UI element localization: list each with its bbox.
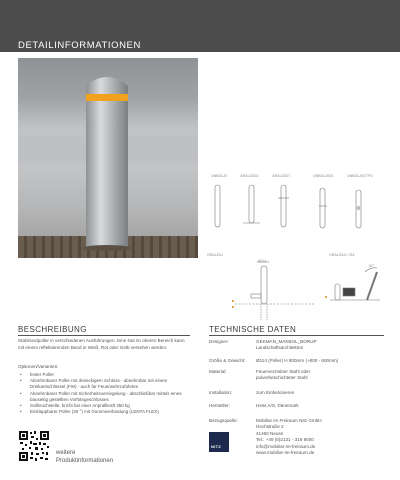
email-link[interactable]: info@mobiliar-im-freiraum.de	[256, 443, 316, 449]
drawing-label-1: ONBOL20	[211, 174, 228, 178]
tech-label-material: Material:	[209, 369, 227, 374]
drawing-label-3: GRAL20OT	[272, 174, 291, 178]
options-list	[18, 372, 193, 415]
drawing-label-6: GRAL20U	[207, 253, 223, 257]
section-title-beschreibung: BESCHREIBUNG	[18, 325, 87, 334]
website-link[interactable]: www.mobiliar-im-freiraum.de	[256, 450, 315, 456]
divider	[209, 335, 384, 336]
list-item: • Abnehmbarer Poller mit Sicherheitsverriegelung - abschließbar mittels eines bauseitig gestellten Vorhängeschlosses	[18, 391, 193, 403]
list-item: • Sollbruchstelle: bricht bei einer Anprallkraft 350 kg	[18, 403, 193, 409]
bollard-image	[18, 58, 198, 258]
tech-value-hersteller: Hess A/S, Dänemark	[256, 403, 299, 408]
drawing-label-5: ONBOL20OTFS	[347, 174, 373, 178]
list-item: • fester Poller	[18, 372, 193, 378]
qr-code[interactable]	[18, 430, 50, 462]
technical-drawings-row2	[205, 258, 390, 323]
qr-caption-line1: weitere	[56, 450, 76, 456]
tech-label-designer: Designer:	[209, 339, 229, 344]
drawing-label-2: GRAL20OD	[240, 174, 259, 178]
tech-label-groesse: Größe & Gewicht:	[209, 358, 246, 363]
drawing-label-4: ONBOL20D1	[313, 174, 334, 178]
tech-value-material: Feuerverzinkter Stahl oder pulverbeschichteter Stahl	[256, 369, 311, 381]
page-title: DETAILINFORMATIONEN	[18, 40, 141, 51]
nitz-logo: NITZ	[209, 432, 229, 452]
qr-caption-line2: Produktinformationen	[56, 457, 114, 464]
tech-value-installation: zum Einbetonieren	[256, 390, 295, 395]
qr-caption	[56, 450, 113, 466]
tech-value-bezugsquelle: Mobiliar im Freiraum Nitz GmbH Hochstraße 2 41460 Neuss Tel.: +49 (0)2131 - 316 9000 info@mobiliar-im-freiraum.de www.mobiliar-im-freiraum.de	[256, 418, 322, 456]
section-title-technische-daten: TECHNISCHE DATEN	[209, 325, 297, 334]
dimension-angle: 80°	[369, 264, 375, 268]
list-item: • Abnehmbarer Poller mit dreieckigem Schloss - abnehmbar mit einem Dreikantschlüssel (FW) - auch für Feuerwehrzufahrten	[18, 378, 193, 390]
tech-label-hersteller: Hersteller:	[209, 403, 230, 408]
header-bar	[0, 0, 400, 52]
options-title: Optionen/Varianten:	[18, 364, 59, 369]
dimension-diameter: Ø114	[258, 259, 267, 263]
tech-value-groesse: Ø114 (Poller) H 800mm (+800 - 600mm)	[256, 358, 339, 363]
tech-label-installation: Installation:	[209, 390, 233, 395]
technical-drawings-row1	[205, 180, 385, 235]
list-item: • Einklappbarer Poller (30 °) mit Gummiverbindung (LENTA FLEX)	[18, 409, 193, 415]
product-photo	[18, 58, 198, 258]
description-text: Stahlrundpoller in verschiedenen Ausführungen. Eine Nut im oberen Bereich kann mit einem reflektierenden Band in Weiß, Rot oder Gelb versehen werden.	[18, 338, 185, 350]
tech-label-bezugsquelle: Bezugsquelle:	[209, 418, 238, 423]
divider	[18, 335, 190, 336]
tech-value-designer: GEKMAN_MAKBOL_BORUP Landschaftsarchitekten	[256, 339, 317, 351]
drawing-label-7: GRAL20UC.754	[329, 253, 355, 257]
